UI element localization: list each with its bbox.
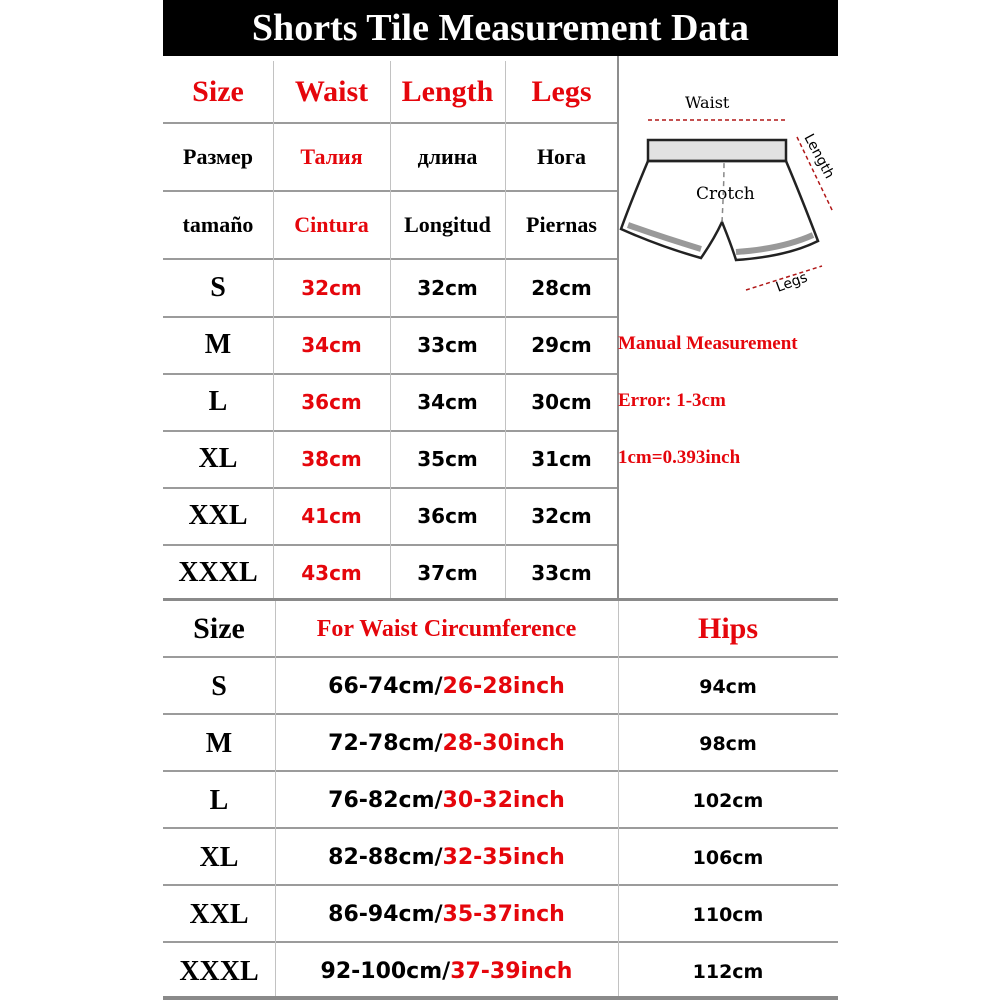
measurement-note: Manual Measurement: [618, 333, 798, 354]
waist-range-inch: 32-35inch: [442, 845, 565, 870]
table-row-length-cell: 35cm: [417, 446, 478, 471]
header-size: Size: [192, 75, 244, 108]
header-legs: Legs: [531, 75, 592, 108]
column-divider: [275, 601, 276, 996]
table-row-legs-cell: 32cm: [531, 503, 592, 528]
waist-range-inch: 37-39inch: [450, 959, 573, 984]
table-row-length-cell: 34cm: [417, 389, 478, 414]
header-length: длина: [417, 144, 478, 169]
table2-header-hips: Hips: [697, 612, 759, 645]
header-size: Размер: [183, 144, 253, 169]
waist-range-inch: 30-32inch: [442, 788, 565, 813]
table-row-waist-cell: 32cm: [301, 275, 362, 300]
hips-cell: 102cm: [692, 789, 764, 812]
column-divider: [505, 61, 506, 599]
hips-cell: 106cm: [692, 846, 764, 869]
waist-range-inch: 35-37inch: [442, 902, 565, 927]
header-size: tamaño: [182, 212, 254, 237]
header-legs: Piernas: [526, 212, 597, 237]
table-row-size-cell: XL: [198, 442, 238, 474]
table-row-size-cell: XXXL: [179, 955, 259, 987]
hips-cell: 112cm: [692, 960, 764, 983]
row-divider: [163, 713, 838, 715]
row-divider: [163, 770, 838, 772]
table-row-legs-cell: 28cm: [531, 275, 592, 300]
row-divider: [163, 656, 838, 658]
column-divider: [617, 56, 619, 599]
table-row-size-cell: S: [210, 271, 226, 303]
column-divider: [390, 61, 391, 599]
hips-cell: 110cm: [692, 903, 764, 926]
header-length: Length: [401, 75, 494, 108]
waist-range-cm: 86-94cm/: [328, 902, 443, 927]
diagram-crotch-label: Crotch: [696, 184, 755, 204]
waist-range-cm: 76-82cm/: [328, 788, 443, 813]
size-chart: [163, 0, 838, 1000]
table-row-size-cell: XXL: [189, 898, 249, 930]
table-row-size-cell: L: [208, 385, 228, 417]
waist-range-cell: [275, 829, 618, 886]
waist-range-cm: 72-78cm/: [328, 731, 443, 756]
table-row-waist-cell: 34cm: [301, 332, 362, 357]
table-row-legs-cell: 31cm: [531, 446, 592, 471]
measurement-note: 1cm=0.393inch: [618, 447, 741, 468]
waist-range-cell: [275, 772, 618, 829]
column-divider: [273, 61, 274, 599]
hips-cell: 98cm: [699, 732, 757, 755]
header-waist: Waist: [294, 75, 369, 108]
table-row-legs-cell: 30cm: [531, 389, 592, 414]
waist-range-cell: [275, 943, 618, 1000]
shorts-diagram: [618, 82, 838, 302]
table-row-size-cell: XXL: [188, 499, 248, 531]
column-divider: [618, 601, 619, 996]
diagram-length-label: Length: [800, 131, 838, 182]
table-row-size-cell: XL: [199, 841, 239, 873]
waist-range-cm: 66-74cm/: [328, 674, 443, 699]
header-legs: Нога: [536, 144, 587, 169]
row-divider: [163, 884, 838, 886]
table-row-length-cell: 32cm: [417, 275, 478, 300]
waist-range-cell: [275, 658, 618, 715]
table-row-length-cell: 36cm: [417, 503, 478, 528]
waist-range-cell: [275, 886, 618, 943]
diagram-legs-label: Legs: [773, 269, 810, 296]
header-waist: Cintura: [294, 212, 369, 237]
table-row-size-cell: M: [204, 328, 232, 360]
table-row-waist-cell: 36cm: [301, 389, 362, 414]
chart-title: Shorts Tile Measurement Data: [163, 0, 838, 56]
waist-range-inch: 28-30inch: [442, 731, 565, 756]
table-row-legs-cell: 33cm: [531, 560, 592, 585]
table-row-waist-cell: 43cm: [301, 560, 362, 585]
hips-cell: 94cm: [699, 675, 757, 698]
table-row-length-cell: 37cm: [417, 560, 478, 585]
waist-range-cm: 82-88cm/: [328, 845, 443, 870]
header-length: Longitud: [404, 212, 491, 237]
measurement-note: Error: 1-3cm: [618, 390, 726, 411]
table-row-waist-cell: 41cm: [301, 503, 362, 528]
table-row-size-cell: L: [209, 784, 229, 816]
table-row-waist-cell: 38cm: [301, 446, 362, 471]
waist-range-cell: [275, 715, 618, 772]
table-row-legs-cell: 29cm: [531, 332, 592, 357]
row-divider: [163, 941, 838, 943]
table2-header-size: Size: [193, 612, 245, 645]
header-waist: Талия: [300, 144, 363, 169]
diagram-waist-label: Waist: [685, 93, 730, 112]
row-divider: [163, 827, 838, 829]
table-row-size-cell: S: [211, 670, 227, 702]
waist-range-inch: 26-28inch: [442, 674, 565, 699]
table-row-length-cell: 33cm: [417, 332, 478, 357]
waist-range-cm: 92-100cm/: [320, 959, 451, 984]
table2-header-waist-circumference: For Waist Circumference: [316, 615, 577, 642]
table-row-size-cell: M: [205, 727, 233, 759]
table-row-size-cell: XXXL: [178, 556, 258, 588]
